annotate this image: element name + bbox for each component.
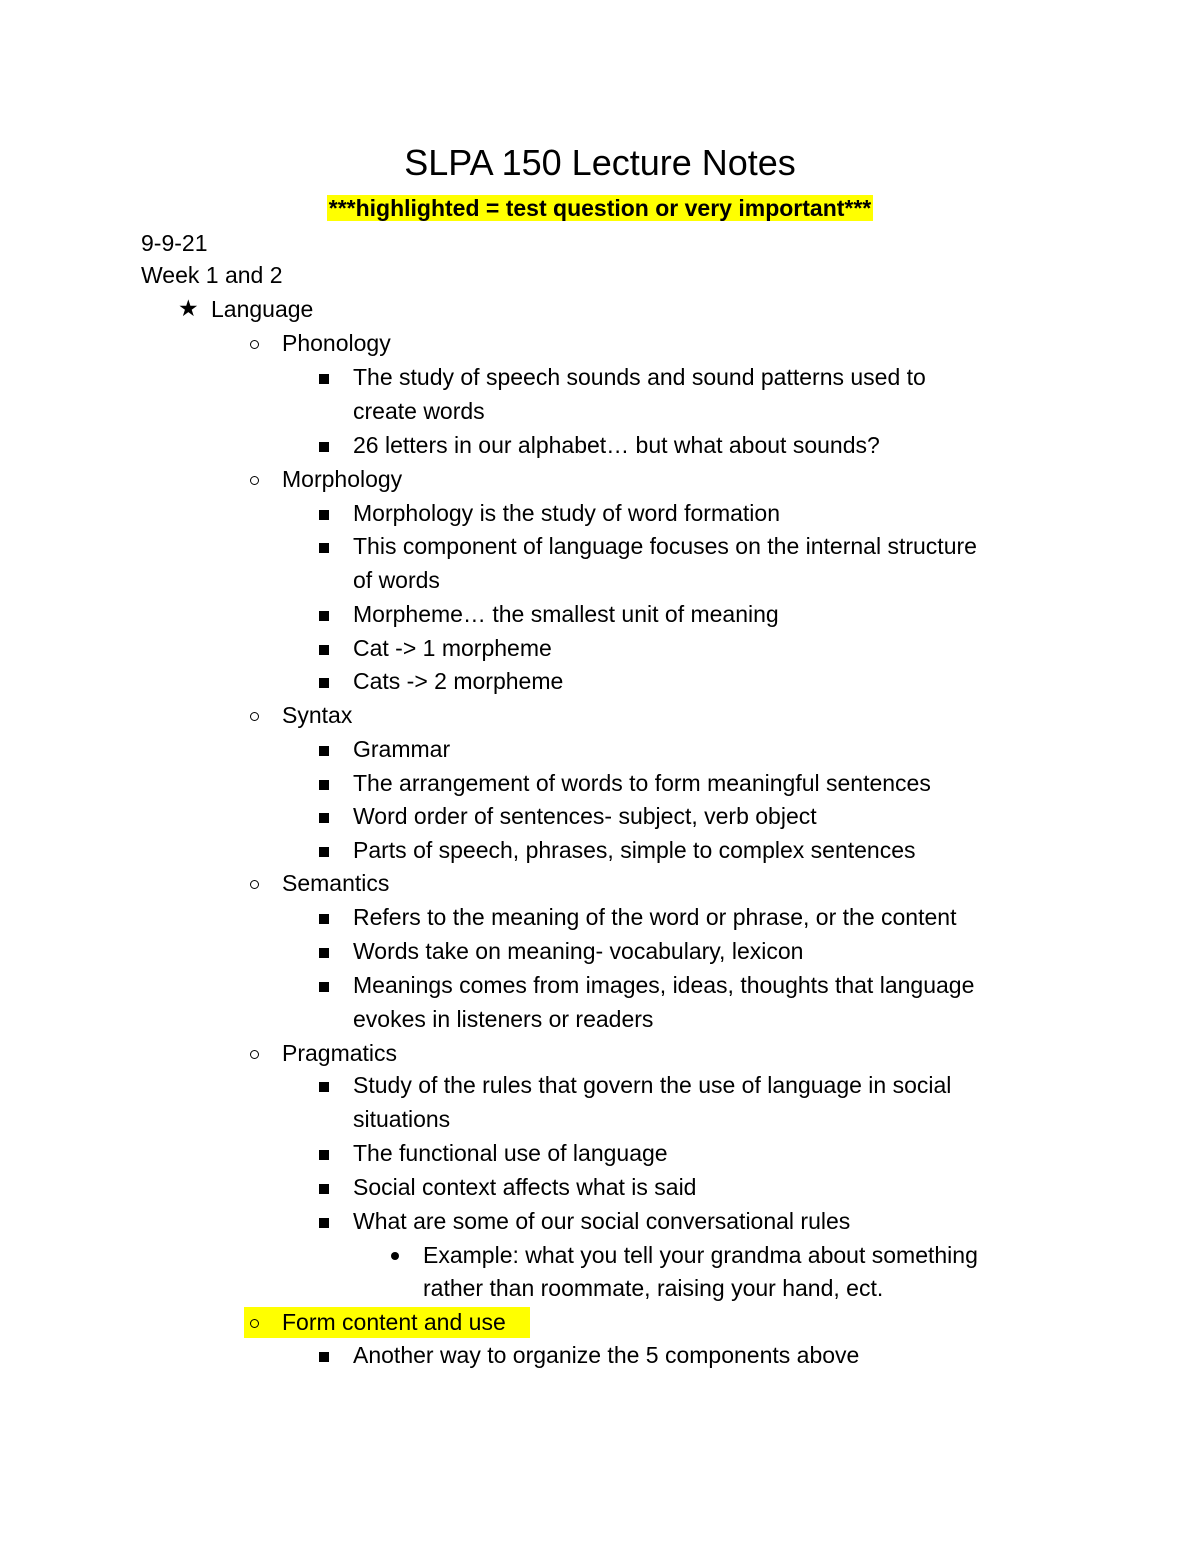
list-item: The study of speech sounds and sound patterns used to <box>353 364 926 390</box>
star-bullet-icon: ★ <box>178 295 199 321</box>
list-item: Cat -> 1 morpheme <box>353 635 552 661</box>
list-item: Cats -> 2 morpheme <box>353 668 564 694</box>
highlight-note-wrap <box>0 193 1200 224</box>
list-item: Another way to organize the 5 components above <box>353 1342 860 1368</box>
list-item-continuation: rather than roommate, raising your hand, ect. <box>423 1275 884 1301</box>
list-item: Example: what you tell your grandma about something <box>423 1242 978 1268</box>
section-heading: Semantics <box>282 870 390 896</box>
list-item: Words take on meaning- vocabulary, lexicon <box>353 938 804 964</box>
list-item: Social context affects what is said <box>353 1174 697 1200</box>
list-item: The functional use of language <box>353 1140 668 1166</box>
list-item: Grammar <box>353 736 451 762</box>
section-heading: Morphology <box>282 466 403 492</box>
list-item: Meanings comes from images, ideas, thoughts that language <box>353 972 975 998</box>
list-item: 26 letters in our alphabet… but what about sounds? <box>353 432 880 458</box>
list-item: Refers to the meaning of the word or phrase, or the content <box>353 904 957 930</box>
list-item: Parts of speech, phrases, simple to complex sentences <box>353 837 916 863</box>
list-item-continuation: situations <box>353 1106 451 1132</box>
list-item-continuation: of words <box>353 567 440 593</box>
list-item: Morpheme… the smallest unit of meaning <box>353 601 779 627</box>
date-line: 9-9-21 <box>141 230 208 256</box>
list-item: What are some of our social conversational rules <box>353 1208 851 1234</box>
topic-language: Language <box>211 296 314 322</box>
document-title: SLPA 150 Lecture Notes <box>404 142 796 183</box>
list-item: Morphology is the study of word formation <box>353 500 780 526</box>
list-item-continuation: evokes in listeners or readers <box>353 1006 654 1032</box>
list-item: Word order of sentences- subject, verb object <box>353 803 817 829</box>
week-line: Week 1 and 2 <box>141 262 283 288</box>
section-heading: Syntax <box>282 702 353 728</box>
list-item-continuation: create words <box>353 398 485 424</box>
section-heading-highlighted: Form content and use <box>282 1309 506 1335</box>
list-item: This component of language focuses on the internal structure <box>353 533 977 559</box>
highlight-legend-note: ***highlighted = test question or very important*** <box>328 195 872 221</box>
section-heading: Pragmatics <box>282 1040 398 1066</box>
list-item: Study of the rules that govern the use of language in social <box>353 1072 952 1098</box>
list-item: The arrangement of words to form meaningful sentences <box>353 770 931 796</box>
section-heading: Phonology <box>282 330 391 356</box>
